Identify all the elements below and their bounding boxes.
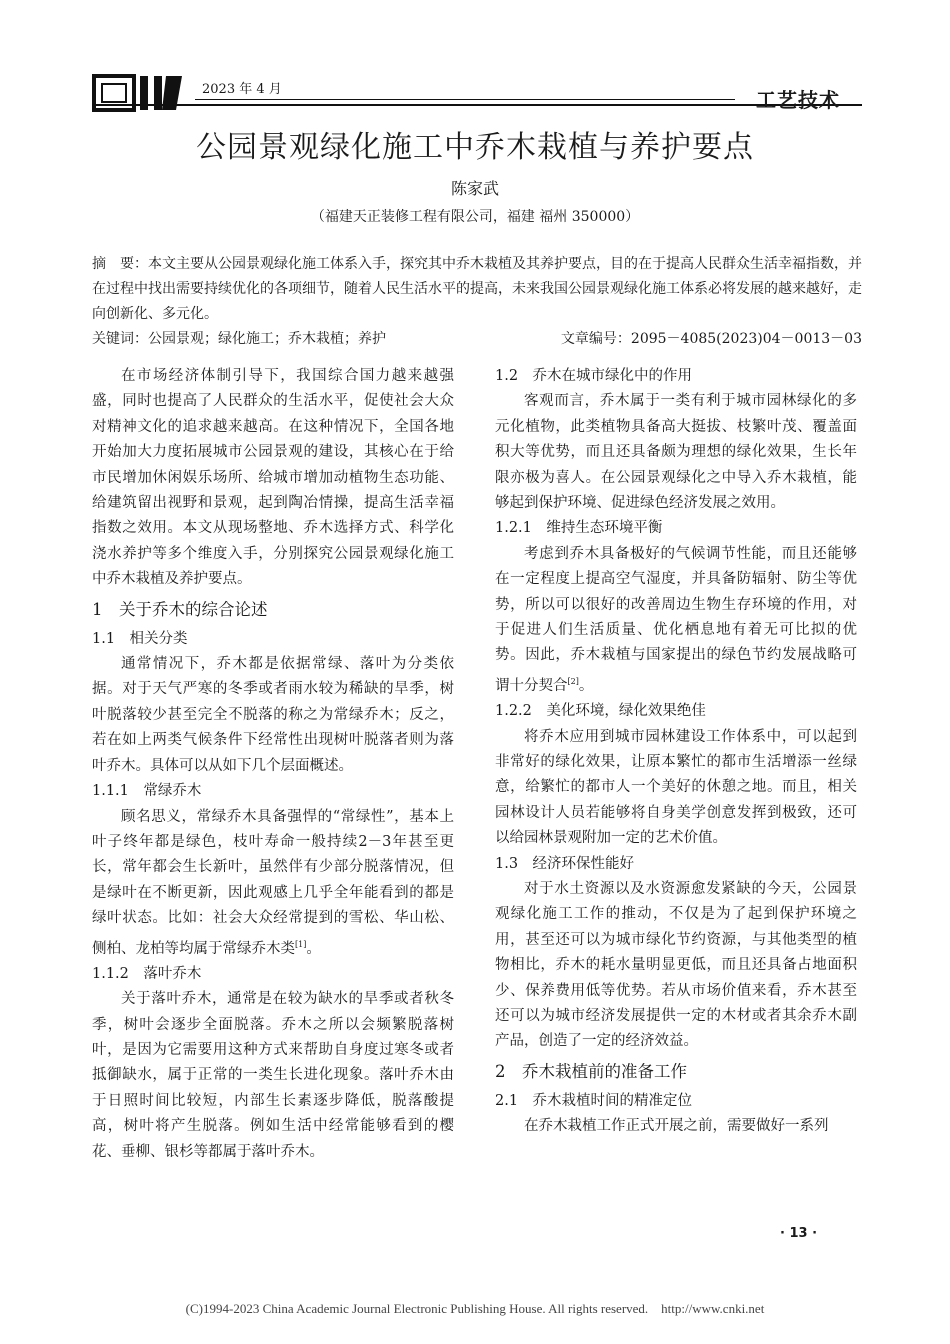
header-rule [92,104,862,106]
intro-paragraph: 在市场经济体制引导下，我国综合国力越来越强盛，同时也提高了人民群众的生活水平，促使社会大众对精神文化的追求越来越高。在这种情况下，全国各地开始加大力度拓展城市公园景观的建设，其核心在于给市民增加休闲娱乐场所、给城市增加动植物生态功能、给建筑留出视野和景观，起到陶冶情操，提高生活幸福指数之效用。本文从现场整地、乔木选择方式、科学化浇水养护等多个维度入手，分别探究公园景观绿化施工中乔木栽植及养护要点。 [92,368,454,588]
paragraph-1-2: 客观而言，乔木属于一类有利于城市园林绿化的多元化植物，此类植物具备高大挺拔、枝繁叶茂、覆盖面积大等优势，而且还具备颇为理想的绿化效果，生长年限亦极为喜人。在公园景观绿化之中导入乔木栽植，能够起到保护环境、促进绿色经济发展之效用。 [495,393,857,512]
keywords-row [92,328,862,348]
paragraph-1-2-1: 考虑到乔木具备极好的气候调节性能，而且还能够在一定程度上提高空气湿度，并具备防辐射、防尘等优势，所以可以很好的改善周边生物生存环境的作用，对于促进人们生活质量、优化栖息地有着无可比拟的优势。因此，乔木栽植与国家提出的绿色节约发展战略可谓十分契合[2]。 [495,545,857,694]
header-thin-rule [195,99,735,100]
paragraph-1-2-2: 将乔木应用到城市园林建设工作体系中，可以起到非常好的绿化效果，让原本繁忙的都市生活增添一丝绿意，给繁忙的都市人一个美好的休憩之地。而且，相关园林设计人员若能够将自身美学创意发挥到极致，还可以给园林景观附加一定的艺术价值。 [495,728,857,847]
article-title: 公园景观绿化施工中乔木栽植与养护要点 [196,130,754,165]
heading-1-2-2: 1.2.2 美化环境，绿化效果绝佳 [495,703,706,720]
citation-2: [2] [567,676,579,686]
paragraph-1-1: 通常情况下，乔木都是依据常绿、落叶为分类依据。对于天气严寒的冬季或者雨水较为稀缺的旱季，树叶脱落较少甚至完全不脱落的称之为常绿乔木；反之，若在如上两类气候条件下经常性出现树叶脱落者则为落叶乔木。具体可以从如下几个层面概述。 [92,656,454,774]
issue-date: 2023 年 4 月 [202,82,282,97]
journal-logo [92,70,192,116]
heading-2-1: 2.1 乔木栽植时间的精准定位 [495,1092,693,1109]
heading-1: 1 关于乔木的综合论述 [92,599,268,619]
paragraph-2-1: 在乔木栽植工作正式开展之前，需要做好一系列 [524,1118,829,1135]
author-affiliation: （福建天正装修工程有限公司，福建 福州 350000） [310,209,640,225]
copyright-footer: (C)1994-2023 China Academic Journal Electronic Publishing House. All rights reserved. http://www.cnki.net [185,1301,765,1316]
heading-1-2-1: 1.2.1 维持生态环境平衡 [495,520,663,537]
right-column [495,364,857,1140]
article-number: 文章编号：2095－4085(2023)04－0013－03 [560,331,862,347]
heading-2: 2 乔木栽植前的准备工作 [495,1061,687,1081]
heading-1-2: 1.2 乔木在城市绿化中的作用 [495,368,693,384]
abstract-text: 本文主要从公园景观绿化施工体系入手，探究其中乔木栽植及其养护要点，目的在于提高人民群众生活幸福指数，并在过程中找出需要持续优化的各项细节，随着人民生活水平的提高，未来我国公园景观绿化施工体系必将发展的越来越好，走向创新化、多元化。 [92,256,862,322]
paragraph-1-3: 对于水土资源以及水资源愈发紧缺的今天，公园景观绿化施工工作的推动，不仅是为了起到保护环境之用，甚至还可以为城市绿化节约资源，与其他类型的植物相比，乔木的耗水量明显更低，而且还具备占地面积少、保养费用低等优势。若从市场价值来看，乔木甚至还可以为城市经济发展提供一定的木材或者其余乔木副产品，创造了一定的经济效益。 [495,880,857,1050]
paragraph-1-1-1: 顾名思义，常绿乔木具备强悍的“常绿性”，基本上叶子终年都是绿色，枝叶寿命一般持续2－3年甚至更长，常年都会生长新叶，虽然伴有少部分脱落情况，但是绿叶在不断更新，因此观感上几乎全年能看到的都是绿叶状态。比如：社会大众经常提到的雪松、华山松、侧柏、龙柏等均属于常绿乔木类[1]。 [92,808,454,957]
keywords: 关键词：公园景观；绿化施工；乔木栽植；养护 [92,331,386,347]
citation-1: [1] [295,939,307,949]
abstract [92,252,862,327]
heading-1-1-1: 1.1.1 常绿乔木 [92,783,202,800]
heading-1-1-2: 1.1.2 落叶乔木 [92,965,202,982]
page-number: · 13 · [780,1226,818,1241]
abstract-label: 摘 要： [92,256,148,272]
paragraph-1-1-2: 关于落叶乔木，通常是在较为缺水的旱季或者秋冬季，树叶会逐步全面脱落。乔木之所以会频繁脱落树叶，是因为它需要用这种方式来帮助自身度过寒冬或者抵御缺水，属于正常的一类生长进化现象。落叶乔木由于日照时间比较短，内部生长素逐步降低，脱落酸提高，树叶将产生脱落。例如生活中经常能够看到的樱花、垂柳、银杉等都属于落叶乔木。 [92,991,454,1160]
left-column [92,364,454,1165]
heading-1-3: 1.3 经济环保性能好 [495,855,635,872]
heading-1-1: 1.1 相关分类 [92,630,188,647]
article-author: 陈家武 [450,179,499,198]
section-label: 工艺技术 [756,88,840,112]
